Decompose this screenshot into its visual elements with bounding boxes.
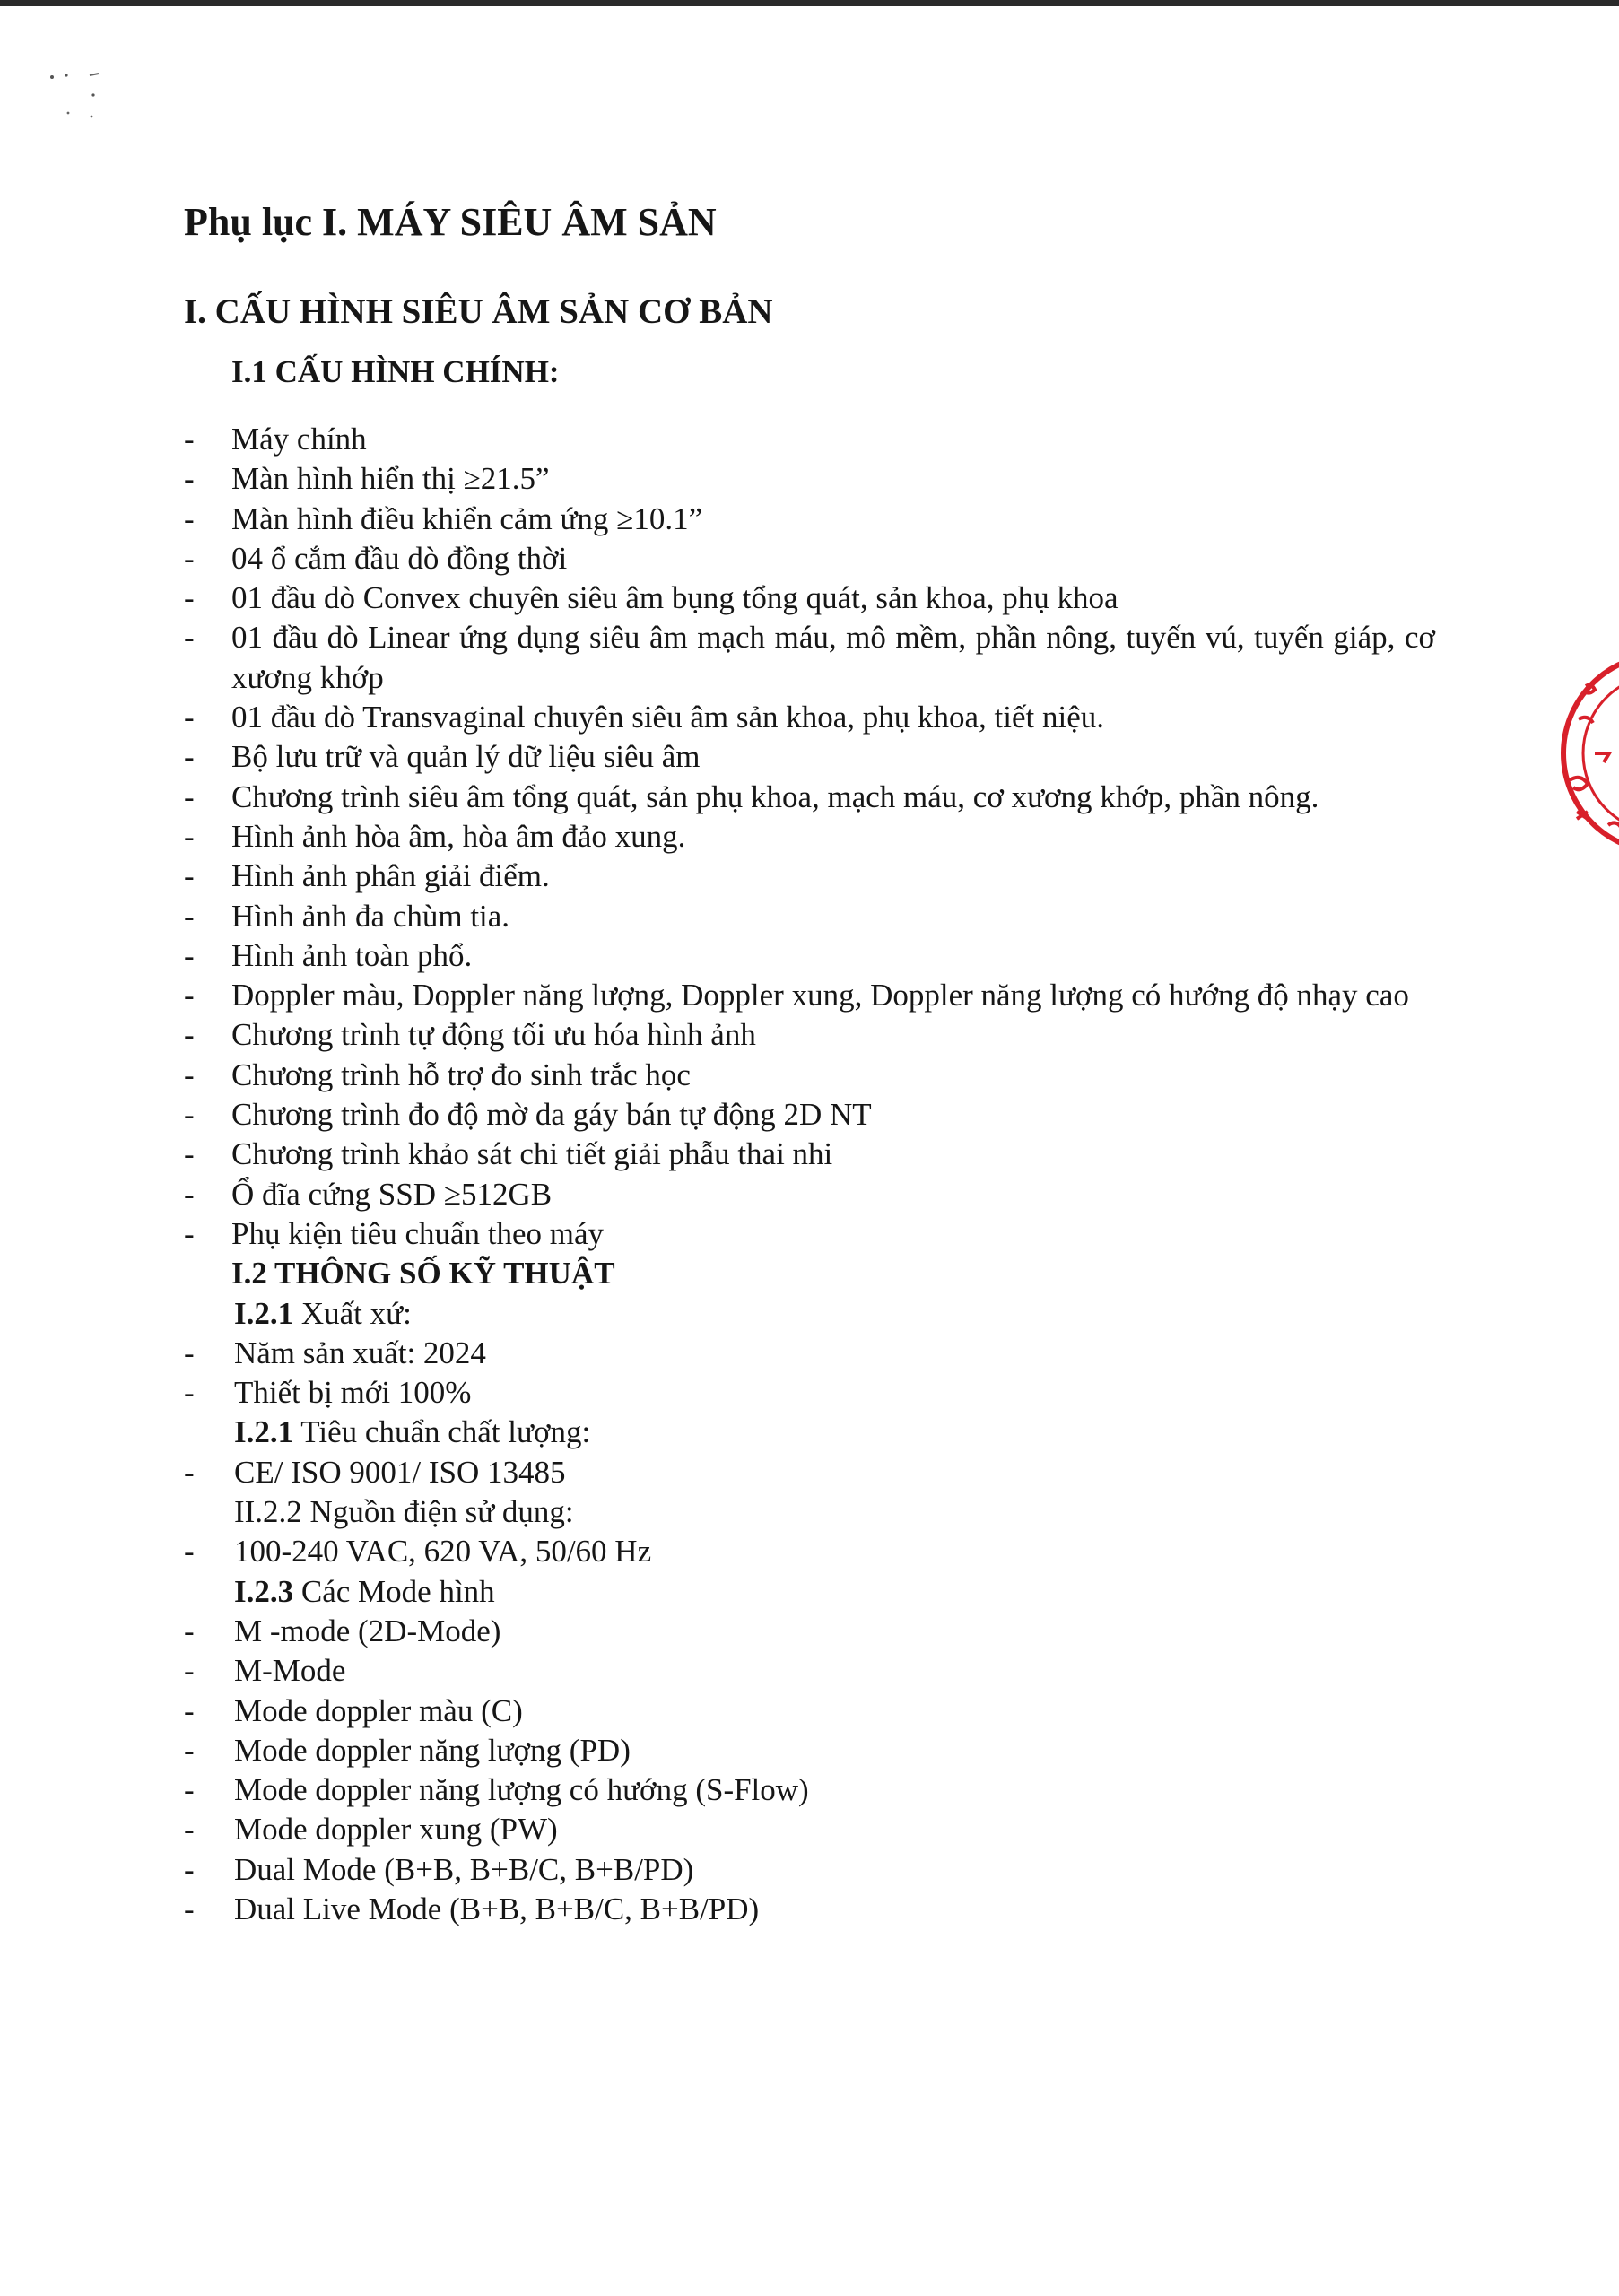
list-item: Mode doppler năng lượng (PD) <box>234 1732 631 1768</box>
content-list <box>179 420 1435 1929</box>
list-item: Hình ảnh toàn phổ. <box>231 937 473 973</box>
bullet-dash: - <box>184 580 195 616</box>
bullet-dash: - <box>184 1534 195 1570</box>
bullet-dash: - <box>184 461 195 497</box>
list-item: Hình ảnh phân giải điểm. <box>231 858 550 894</box>
list-item: Hình ảnh hòa âm, hòa âm đảo xung. <box>231 818 686 854</box>
spec-heading <box>231 1294 1435 1334</box>
bullet-dash: - <box>184 1335 195 1370</box>
bullet-dash: - <box>184 1851 195 1887</box>
bullet-dash: - <box>184 1772 195 1808</box>
list-item: Mode doppler năng lượng có hướng (S-Flow) <box>234 1772 809 1808</box>
spec-number: I.2.3 <box>234 1573 294 1609</box>
bullet-dash: - <box>184 1692 195 1728</box>
list-item: Phụ kiện tiêu chuẩn theo máy <box>231 1215 605 1251</box>
bullet-dash: - <box>184 1017 195 1053</box>
bullet-dash: - <box>184 1653 195 1689</box>
bullet-dash: - <box>184 1097 195 1133</box>
list-item: Màn hình điều khiển cảm ứng ≥10.1” <box>231 500 703 536</box>
list-item: Dual Mode (B+B, B+B/C, B+B/PD) <box>234 1851 694 1887</box>
bullet-dash: - <box>184 739 195 775</box>
list-item: Chương trình hỗ trợ đo sinh trắc học <box>231 1057 691 1092</box>
bullet-dash: - <box>184 1176 195 1212</box>
list-item: M -mode (2D-Mode) <box>234 1613 501 1648</box>
list-item: Ổ đĩa cứng SSD ≥512GB <box>231 1176 553 1212</box>
list-item: M-Mode <box>234 1653 346 1689</box>
list-item: Hình ảnh đa chùm tia. <box>231 898 510 934</box>
list-item: 100-240 VAC, 620 VA, 50/60 Hz <box>234 1534 652 1570</box>
list-item: Thiết bị mới 100% <box>234 1375 472 1411</box>
bullet-dash: - <box>184 778 195 814</box>
spec-label: Các Mode hình <box>300 1573 495 1609</box>
spec-heading <box>231 1413 1435 1452</box>
list-item: Dual Live Mode (B+B, B+B/C, B+B/PD) <box>234 1891 760 1926</box>
bullet-dash: - <box>184 1812 195 1848</box>
list-item: 01 đầu dò Convex chuyên siêu âm bụng tổng quát, sản khoa, phụ khoa <box>231 580 1119 616</box>
list-item: Máy chính <box>231 422 367 457</box>
bullet-dash: - <box>184 700 195 735</box>
bullet-dash: - <box>184 1375 195 1411</box>
list-item: Mode doppler xung (PW) <box>234 1812 558 1848</box>
list-item: Doppler màu, Doppler năng lượng, Doppler xung, Doppler năng lượng có hướng độ nhạy cao <box>231 978 1409 1013</box>
spec-label: Xuất xứ: <box>300 1295 412 1331</box>
subsection-heading: I.1 CẤU HÌNH CHÍNH: <box>231 354 560 389</box>
list-item: CE/ ISO 9001/ ISO 13485 <box>234 1454 566 1490</box>
list-item: Bộ lưu trữ và quản lý dữ liệu siêu âm <box>231 739 701 775</box>
list-item: 01 đầu dò Linear ứng dụng siêu âm mạch máu, mô mềm, phần nông, tuyến vú, tuyến giáp, cơ xương khớp <box>231 620 1435 695</box>
bullet-dash: - <box>184 500 195 536</box>
list-item: Chương trình khảo sát chi tiết giải phẫu thai nhi <box>231 1136 833 1172</box>
list-item: 04 ổ cắm đầu dò đồng thời <box>231 540 568 576</box>
bullet-dash: - <box>184 620 195 656</box>
spec-number: I.2.1 <box>234 1414 294 1450</box>
bullet-dash: - <box>184 978 195 1013</box>
bullet-dash: - <box>184 1215 195 1251</box>
spec-heading <box>231 1572 1435 1612</box>
section-heading: I. CẤU HÌNH SIÊU ÂM SẢN CƠ BẢN <box>184 292 773 331</box>
spec-heading: II.2.2 Nguồn điện sử dụng: <box>234 1494 574 1530</box>
bullet-dash: - <box>184 818 195 854</box>
list-item: Chương trình đo độ mờ da gáy bán tự động 2D NT <box>231 1097 872 1133</box>
bullet-dash: - <box>184 1057 195 1092</box>
bullet-dash: - <box>184 422 195 457</box>
spec-number: I.2.1 <box>234 1295 294 1331</box>
bullet-dash: - <box>184 1454 195 1490</box>
list-item: Chương trình tự động tối ưu hóa hình ảnh <box>231 1017 756 1053</box>
list-item: Màn hình hiển thị ≥21.5” <box>231 461 550 497</box>
spec-label: Tiêu chuẩn chất lượng: <box>300 1414 591 1450</box>
bullet-dash: - <box>184 1732 195 1768</box>
bullet-dash: - <box>184 858 195 894</box>
bullet-dash: - <box>184 1136 195 1172</box>
bullet-dash: - <box>184 540 195 576</box>
list-item: Mode doppler màu (C) <box>234 1692 523 1728</box>
list-item: Chương trình siêu âm tổng quát, sản phụ khoa, mạch máu, cơ xương khớp, phần nông. <box>231 778 1319 814</box>
list-item: 01 đầu dò Transvaginal chuyên siêu âm sản khoa, phụ khoa, tiết niệu. <box>231 700 1105 735</box>
red-seal-stamp <box>1559 619 1619 915</box>
bullet-dash: - <box>184 937 195 973</box>
bullet-dash: - <box>184 1613 195 1648</box>
bullet-dash: - <box>184 1891 195 1926</box>
page-title: Phụ lục I. MÁY SIÊU ÂM SẢN <box>184 200 717 244</box>
list-item: Năm sản xuất: 2024 <box>234 1335 486 1370</box>
subsection-heading: I.2 THÔNG SỐ KỸ THUẬT <box>231 1256 615 1292</box>
bullet-dash: - <box>184 898 195 934</box>
